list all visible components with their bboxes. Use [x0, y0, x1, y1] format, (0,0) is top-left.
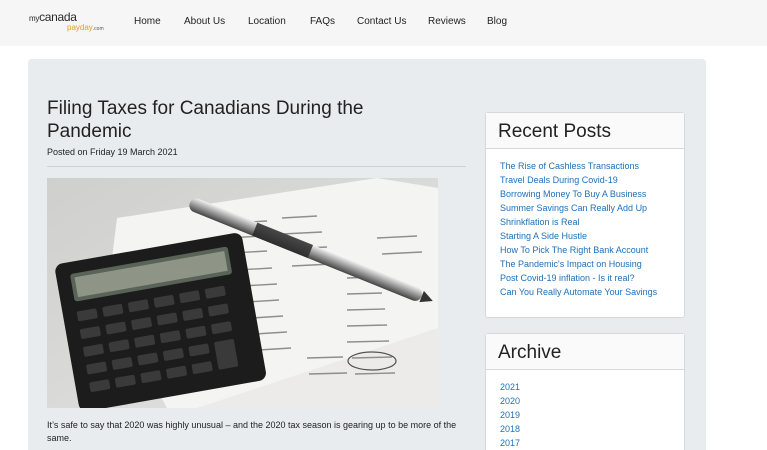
site-header [0, 0, 767, 46]
recent-post-link[interactable]: Post Covid-19 inflation - Is it real? [500, 273, 635, 283]
recent-post-link[interactable]: Travel Deals During Covid-19 [500, 175, 618, 185]
recent-post-link[interactable]: Borrowing Money To Buy A Business [500, 189, 647, 199]
logo-payday: payday [67, 23, 93, 32]
post-date: Posted on Friday 19 March 2021 [47, 147, 178, 157]
archive-year-link[interactable]: 2017 [500, 438, 521, 448]
site-logo[interactable] [29, 10, 119, 36]
recent-post-link[interactable]: The Rise of Cashless Transactions [500, 161, 640, 171]
nav-faqs[interactable]: FAQs [310, 16, 336, 27]
calculator-photo [47, 178, 438, 408]
archive-widget [485, 333, 685, 450]
post-featured-image [47, 178, 438, 408]
nav-blog[interactable]: Blog [487, 16, 508, 27]
recent-posts-heading: Recent Posts [486, 113, 684, 149]
recent-post-link[interactable]: The Pandemic's Impact on Housing [500, 259, 642, 269]
nav-contact-us[interactable]: Contact Us [357, 16, 407, 27]
logo-name: canada [39, 10, 77, 24]
recent-posts-widget [485, 112, 685, 318]
recent-post-link[interactable]: How To Pick The Right Bank Account [500, 245, 649, 255]
recent-post-link[interactable]: Can You Really Automate Your Savings [500, 287, 658, 297]
archive-year-link[interactable]: 2020 [500, 396, 521, 406]
archive-year-link[interactable]: 2018 [500, 424, 521, 434]
nav-about-us[interactable]: About Us [184, 16, 226, 27]
archive-year-link[interactable]: 2019 [500, 410, 521, 420]
post-excerpt: It’s safe to say that 2020 was highly unusual – and the 2020 tax season is gearing up to be more of the same. [47, 420, 457, 443]
recent-post-link[interactable]: Starting A Side Hustle [500, 231, 588, 241]
archive-year-link[interactable]: 2021 [500, 382, 521, 392]
post-title: Filing Taxes for Canadians During the Pandemic [47, 98, 364, 142]
recent-posts-list [486, 149, 684, 307]
recent-post-link[interactable]: Shrinkflation is Real [500, 217, 580, 227]
logo-my: my [29, 14, 40, 23]
archive-list [486, 370, 684, 450]
nav-home[interactable]: Home [134, 16, 161, 27]
title-divider [47, 166, 466, 167]
recent-post-link[interactable]: Summer Savings Can Really Add Up [500, 203, 648, 213]
nav-reviews[interactable]: Reviews [428, 16, 466, 27]
nav-location[interactable]: Location [248, 16, 286, 27]
logo-suffix: .com [92, 26, 104, 32]
archive-heading: Archive [486, 334, 684, 370]
